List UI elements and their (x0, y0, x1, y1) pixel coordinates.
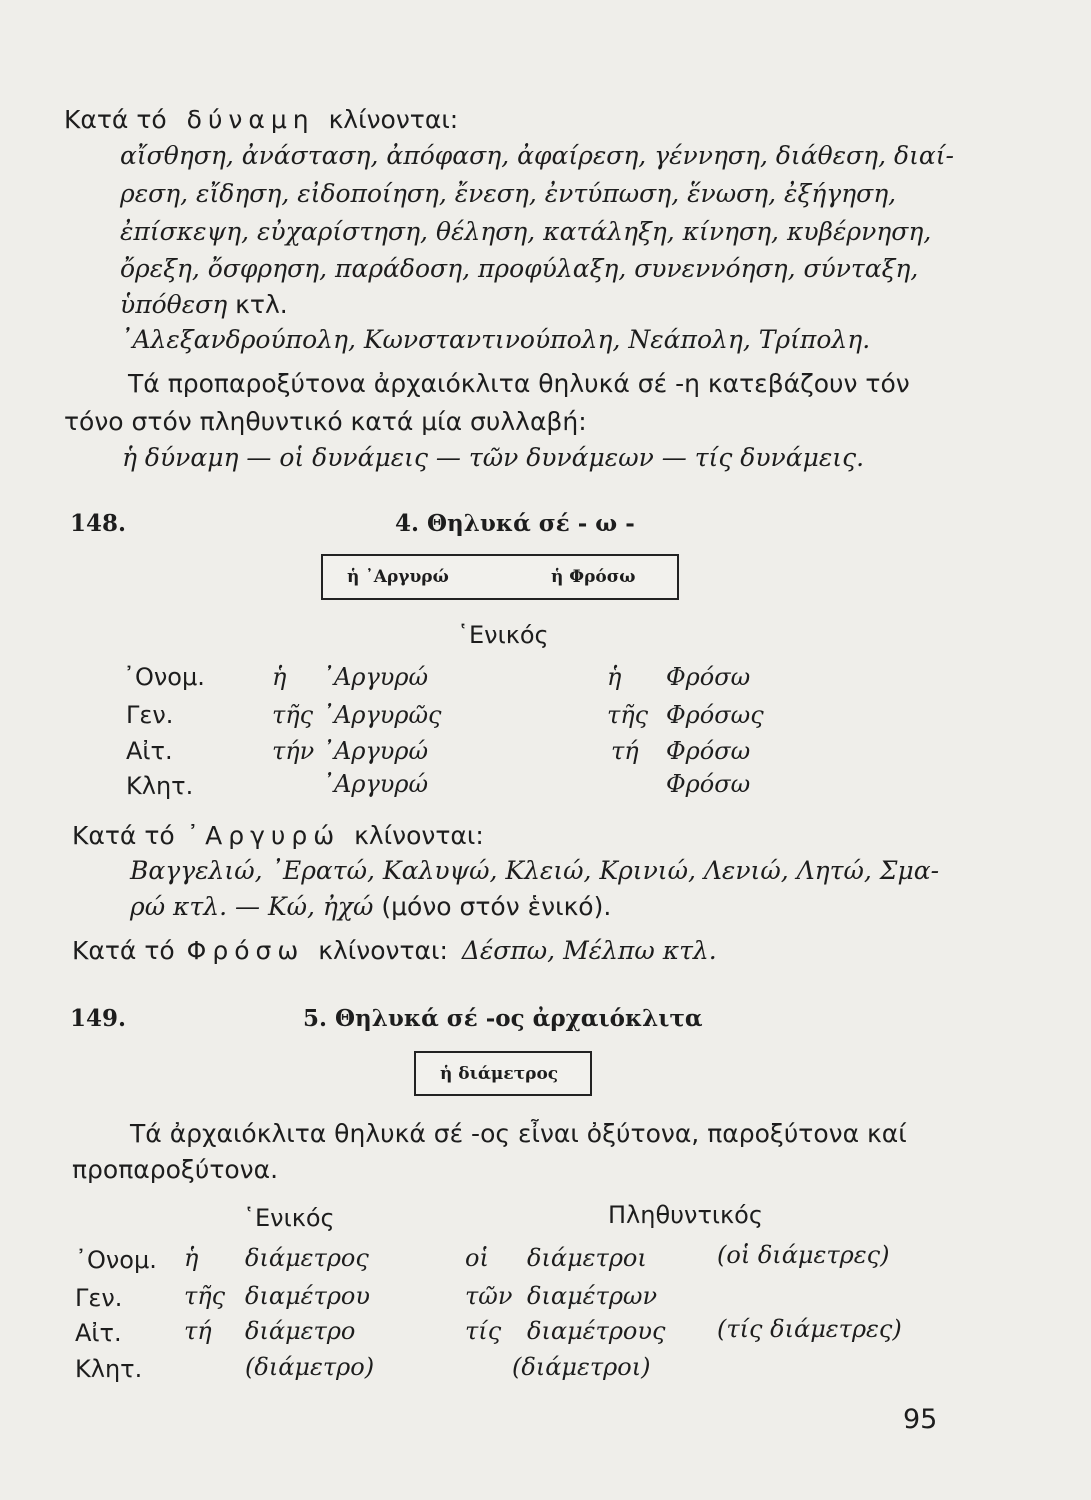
plural-form: διάμετροι (527, 1244, 647, 1272)
dynami-example-line-3: ἐπίσκεψη, εὐχαρίστηση, θέληση, κατάληξη, κίνηση, κυβέρνηση, (120, 217, 932, 246)
article: τῶν (465, 1282, 513, 1310)
box-label: ἡ διάμετρος (440, 1063, 559, 1084)
box-left-label: ἡ ᾿Αργυρώ (347, 567, 449, 587)
box-right-label: ἡ Φρόσω (551, 567, 636, 587)
dynami-example-line-2: ρεση, εἴδηση, εἰδοποίηση, ἔνεση, ἐντύπωση, ἕνωση, ἐξήγηση, (120, 179, 897, 208)
froso-prefix: Κατά τό (72, 936, 175, 965)
alternative-plural: (τίς διάμετρες) (717, 1315, 902, 1343)
section-149-plithyntikos-header: Πληθυντικός (608, 1201, 763, 1229)
page-number: 95 (903, 1404, 938, 1435)
article: οἱ (465, 1244, 489, 1272)
form-argyro: ᾿Αργυρώ (322, 770, 429, 798)
argyro-intro (72, 820, 484, 852)
form-froso: Φρόσω (666, 737, 751, 765)
section-148-example-box (321, 554, 679, 600)
form-froso: Φρόσως (666, 701, 764, 729)
section-149-number: 149. (70, 1005, 127, 1032)
argyro-list-plain: (μόνο στόν ἑνικό). (381, 892, 612, 921)
froso-word: Φρόσω (186, 936, 305, 965)
form-argyro: ᾿Αργυρώ (322, 737, 429, 765)
section-149-example-box (414, 1051, 592, 1096)
case-label: Γεν. (126, 701, 174, 729)
article: τή (184, 1317, 212, 1345)
last-line-italic: ὑπόθεση (120, 290, 228, 319)
case-label: ᾿Ονομ. (123, 663, 205, 691)
form-argyro: ᾿Αργυρώ (322, 663, 429, 691)
alternative-plural: (οἱ διάμετρες) (717, 1241, 890, 1269)
article: ἡ (607, 663, 622, 691)
dynami-cities-line: ᾿Αλεξανδρούπολη, Κωνσταντινούπολη, Νεάπολη, Τρίπολη. (120, 325, 871, 354)
dynami-example-line-1: αἴσθηση, ἀνάσταση, ἀπόφαση, ἀφαίρεση, γέννηση, διάθεση, διαί- (120, 141, 954, 170)
section-149-title: 5. Θηλυκά σέ -ος ἀρχαιόκλιτα (303, 1005, 703, 1032)
article: τήν (272, 737, 315, 765)
case-label: Αἰτ. (126, 737, 173, 765)
section-149-rule-line-2: προπαροξύτονα. (72, 1155, 279, 1184)
froso-intro (72, 935, 717, 967)
section-148-enikos-header: ῾Ενικός (457, 621, 549, 649)
section-149-rule-line-1: Τά ἀρχαιόκλιτα θηλυκά σέ -ος εἶναι ὀξύτονα, παροξύτονα καί (130, 1119, 907, 1148)
section-149-enikos-header: ῾Ενικός (243, 1204, 335, 1232)
article: τίς (465, 1317, 502, 1345)
singular-form: διάμετρο (245, 1317, 356, 1345)
dynami-example-line-5 (120, 289, 288, 321)
argyro-suffix: κλίνονται: (354, 821, 484, 850)
section-148-number: 148. (70, 510, 127, 537)
argyro-list-line-2 (130, 891, 611, 923)
dynami-example-line-4: ὄρεξη, ὄσφρηση, παράδοση, προφύλαξη, συνεννόηση, σύνταξη, (120, 254, 919, 283)
singular-form: διάμετρος (245, 1244, 369, 1272)
dynami-rule-example: ἡ δύναμη — οἱ δυνάμεις — τῶν δυνάμεων — τίς δυνάμεις. (122, 443, 865, 472)
froso-list: Δέσπω, Μέλπω κτλ. (461, 936, 717, 965)
case-label: Αἰτ. (75, 1319, 122, 1347)
plural-form: διαμέτρων (527, 1282, 658, 1310)
argyro-prefix: Κατά τό (72, 821, 175, 850)
dynami-rule-line-2: τόνο στόν πληθυντικό κατά μία συλλαβή: (64, 407, 587, 436)
singular-form: (διάμετρο) (245, 1353, 375, 1381)
article: ἡ (272, 663, 287, 691)
article: τῆς (272, 701, 314, 729)
form-froso: Φρόσω (666, 663, 751, 691)
argyro-list-line-1: Βαγγελιώ, ᾿Ερατώ, Καλυψώ, Κλειώ, Κρινιώ, Λενιώ, Λητώ, Σμα- (130, 856, 940, 885)
dynami-rule-line-1: Τά προπαροξύτονα ἀρχαιόκλιτα θηλυκά σέ -η κατεβάζουν τόν (128, 369, 910, 398)
dynami-intro (64, 104, 458, 136)
plural-form: (διάμετροι) (512, 1353, 651, 1381)
section-148-title: 4. Θηλυκά σέ - ω - (395, 510, 635, 537)
form-froso: Φρόσω (666, 770, 751, 798)
case-label: Κλητ. (75, 1355, 143, 1383)
intro-word: δύναμη (186, 105, 315, 134)
case-label: Κλητ. (126, 772, 194, 800)
intro-suffix: κλίνονται: (328, 105, 459, 134)
article: τῆς (607, 701, 649, 729)
argyro-word: ᾿Αργυρώ (186, 821, 341, 850)
article: τῆς (184, 1282, 226, 1310)
froso-suffix: κλίνονται: (318, 936, 448, 965)
argyro-list-italic: ρώ κτλ. — Κώ, ἠχώ (130, 892, 374, 921)
article: τή (611, 737, 639, 765)
form-argyro: ᾿Αργυρῶς (322, 701, 442, 729)
article: ἡ (184, 1244, 199, 1272)
last-line-plain: κτλ. (235, 290, 288, 319)
intro-prefix: Κατά τό (64, 105, 167, 134)
plural-form: διαμέτρους (527, 1317, 666, 1345)
case-label: ᾿Ονομ. (75, 1246, 157, 1274)
case-label: Γεν. (75, 1284, 123, 1312)
singular-form: διαμέτρου (245, 1282, 370, 1310)
